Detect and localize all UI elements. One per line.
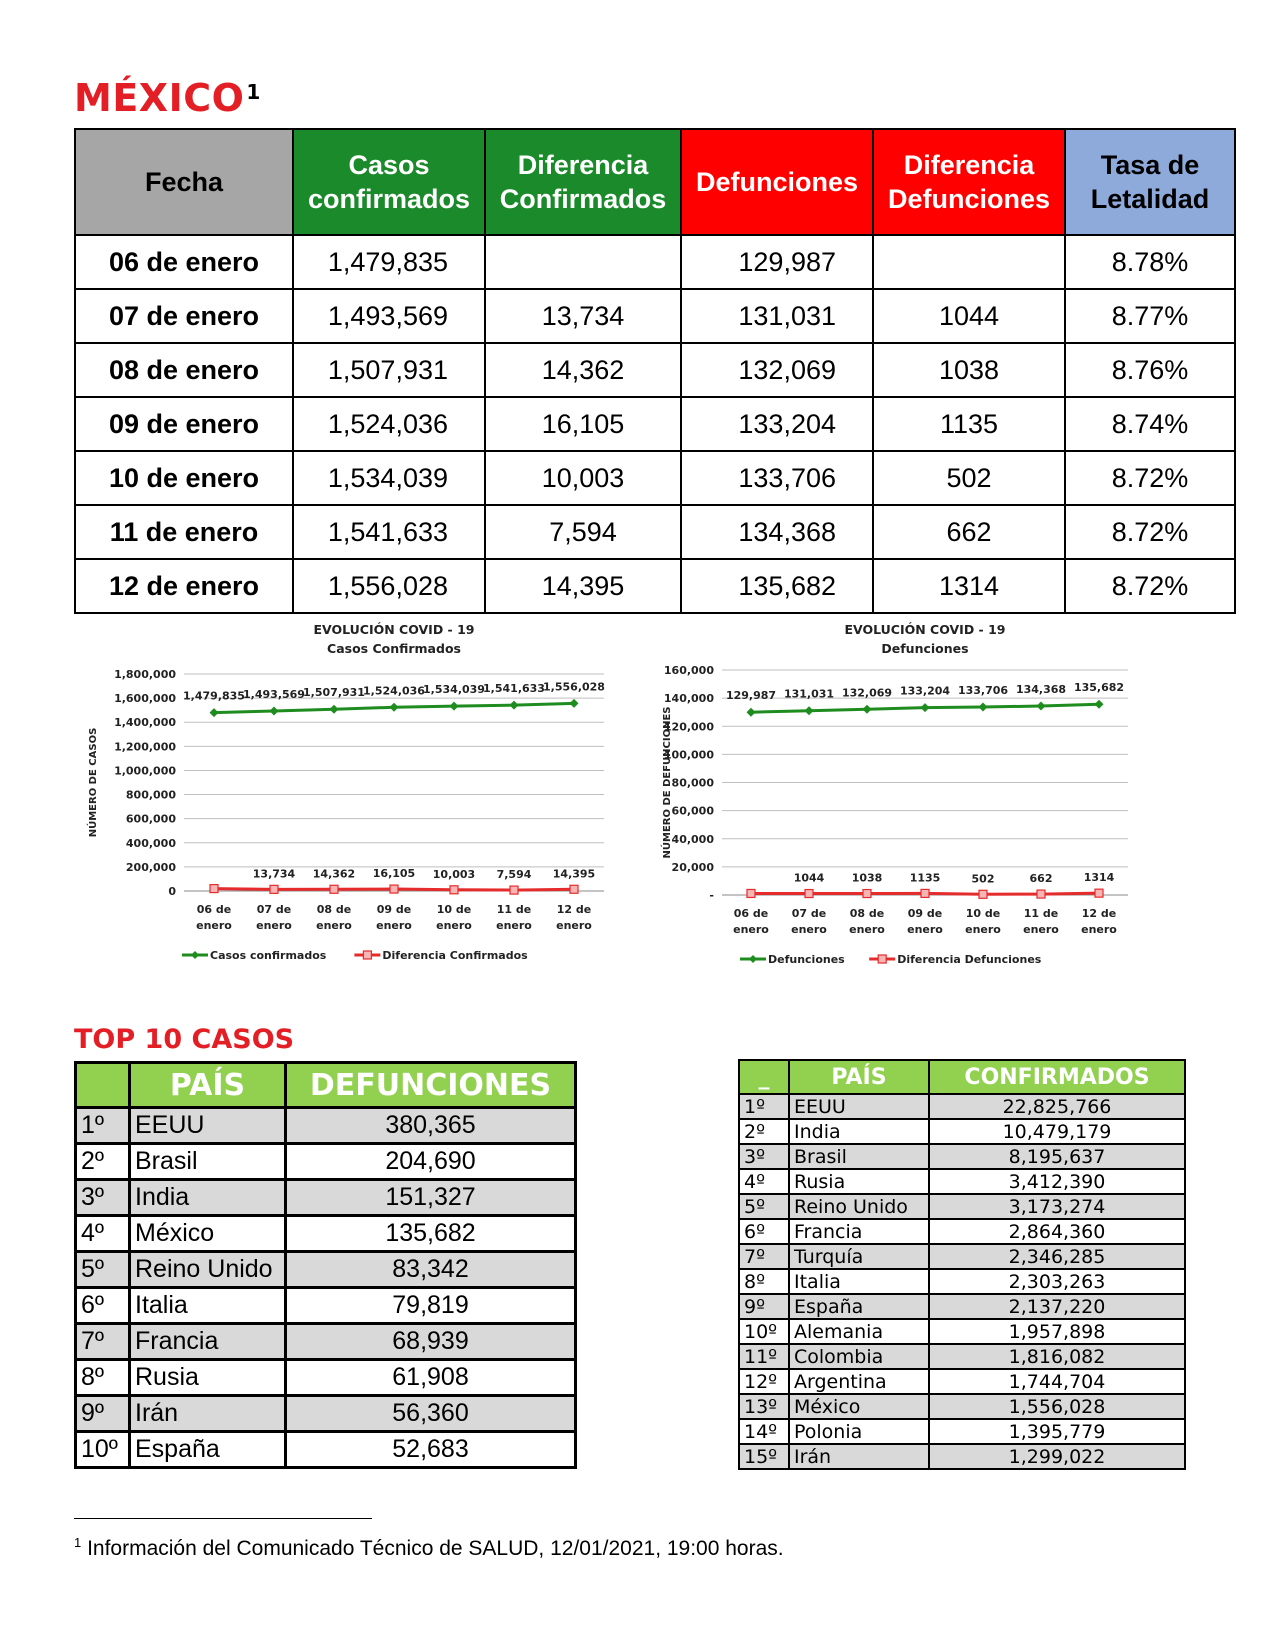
cell-dif-def: 662: [873, 505, 1065, 559]
chart-title: EVOLUCIÓN COVID - 19: [844, 622, 1006, 637]
cell-tasa: 8.77%: [1065, 289, 1235, 343]
x-tick-label: enero: [256, 919, 292, 932]
cell-defunciones: 134,368: [681, 505, 873, 559]
header-defunciones: Defunciones: [681, 129, 873, 235]
cell-valor: 204,690: [286, 1144, 576, 1180]
cell-valor: 2,864,360: [929, 1219, 1185, 1244]
cell-rank: 10º: [739, 1319, 789, 1344]
data-label: 1038: [851, 871, 883, 885]
cell-valor: 52,683: [286, 1432, 576, 1468]
cell-dif-def: [873, 235, 1065, 289]
cell-valor: 1,957,898: [929, 1319, 1185, 1344]
chart-defunciones: [660, 618, 1190, 968]
data-point: [570, 699, 579, 708]
cell-tasa: 8.76%: [1065, 343, 1235, 397]
cell-valor: 2,346,285: [929, 1244, 1185, 1269]
y-tick-label: 120,000: [663, 720, 714, 734]
cell-dif-def: 1044: [873, 289, 1065, 343]
cell-rank: 10º: [76, 1432, 130, 1468]
cell-rank: 3º: [739, 1144, 789, 1169]
header-diferencia-confirmados: Diferencia Confirmados: [485, 129, 681, 235]
data-label: 1044: [793, 871, 825, 885]
cell-fecha: 10 de enero: [75, 451, 293, 505]
table-row: [75, 559, 1235, 613]
cell-pais: Rusia: [789, 1169, 929, 1194]
cell-valor: 1,299,022: [929, 1444, 1185, 1469]
cell-rank: 5º: [739, 1194, 789, 1219]
y-tick-label: 160,000: [663, 664, 714, 677]
header-rank: [76, 1063, 130, 1108]
cell-dif-conf: 14,395: [485, 559, 681, 613]
cell-pais: Irán: [789, 1444, 929, 1469]
cell-rank: 13º: [739, 1394, 789, 1419]
table-row: [76, 1432, 576, 1468]
y-tick-label: 400,000: [125, 836, 176, 850]
x-tick-label: 06 de: [196, 903, 232, 916]
table-row: [76, 1144, 576, 1180]
table-row: [76, 1360, 576, 1396]
table-row: [739, 1169, 1185, 1194]
cell-rank: 5º: [76, 1252, 130, 1288]
table-row: [739, 1094, 1185, 1119]
data-label: 134,368: [1015, 683, 1067, 697]
data-label: 131,031: [783, 687, 835, 701]
x-tick-label: enero: [556, 919, 592, 932]
cell-rank: 8º: [76, 1360, 130, 1396]
cell-pais: India: [789, 1119, 929, 1144]
y-tick-label: 100,000: [663, 748, 714, 762]
table-row: [76, 1396, 576, 1432]
table-row: [739, 1244, 1185, 1269]
x-tick-label: enero: [196, 919, 232, 932]
cell-pais: Brasil: [789, 1144, 929, 1169]
cell-pais: Alemania: [789, 1319, 929, 1344]
cell-rank: 12º: [739, 1369, 789, 1394]
cell-valor: 83,342: [286, 1252, 576, 1288]
cell-pais: México: [130, 1216, 286, 1252]
cell-pais: Polonia: [789, 1419, 929, 1444]
data-label: 1,534,039: [423, 683, 485, 697]
cell-rank: 1º: [76, 1108, 130, 1144]
table-row: [739, 1294, 1185, 1319]
table-row: [739, 1219, 1185, 1244]
data-point: [330, 705, 339, 714]
cell-tasa: 8.72%: [1065, 559, 1235, 613]
data-point: [747, 708, 756, 717]
x-tick-label: enero: [965, 923, 1001, 936]
chart-subtitle: Defunciones: [881, 641, 969, 656]
cell-rank: 14º: [739, 1419, 789, 1444]
y-tick-label: 600,000: [125, 812, 176, 826]
table-row: [739, 1394, 1185, 1419]
cell-pais: EEUU: [789, 1094, 929, 1119]
data-label: 502: [971, 872, 995, 886]
data-point: [747, 889, 755, 897]
data-point: [210, 708, 219, 717]
cell-valor: 2,303,263: [929, 1269, 1185, 1294]
x-tick-label: 11 de: [1023, 907, 1059, 920]
cell-pais: Argentina: [789, 1369, 929, 1394]
y-tick-label: 0: [168, 885, 176, 898]
data-label: 132,069: [841, 686, 893, 700]
data-label: 14,395: [552, 867, 596, 881]
legend-marker: [878, 955, 886, 963]
header-pais: PAÍS: [789, 1060, 929, 1094]
x-tick-label: 07 de: [256, 903, 292, 916]
cell-dif-conf: 16,105: [485, 397, 681, 451]
x-tick-label: 06 de: [733, 907, 769, 920]
y-axis-label: NÚMERO DE DEFUNCIONES: [662, 706, 673, 859]
data-label: 1,493,569: [243, 687, 305, 701]
cell-valor: 1,816,082: [929, 1344, 1185, 1369]
footnote-mark: 1: [246, 80, 261, 104]
header-pais: PAÍS: [130, 1063, 286, 1108]
cell-pais: Brasil: [130, 1144, 286, 1180]
data-point: [390, 885, 398, 893]
cell-rank: 3º: [76, 1180, 130, 1216]
x-tick-label: 09 de: [376, 903, 412, 916]
cell-valor: 10,479,179: [929, 1119, 1185, 1144]
cell-dif-conf: 13,734: [485, 289, 681, 343]
x-tick-label: enero: [436, 919, 472, 932]
data-label: 16,105: [372, 867, 416, 881]
data-label: 1,541,633: [483, 682, 545, 696]
cell-casos: 1,524,036: [293, 397, 485, 451]
header-fecha: Fecha: [75, 129, 293, 235]
cell-rank: 2º: [76, 1144, 130, 1180]
x-tick-label: 08 de: [849, 907, 885, 920]
cell-pais: Francia: [130, 1324, 286, 1360]
legend-label: Casos confirmados: [210, 949, 327, 962]
data-point: [270, 885, 278, 893]
y-tick-label: 1,200,000: [114, 740, 176, 754]
table-row: [76, 1252, 576, 1288]
data-point: [1095, 889, 1103, 897]
y-tick-label: 200,000: [125, 860, 176, 874]
data-label: 1135: [909, 871, 941, 885]
x-tick-label: 12 de: [1081, 907, 1117, 920]
y-tick-label: 1,400,000: [114, 716, 176, 730]
cell-dif-def: 1135: [873, 397, 1065, 451]
legend-marker: [749, 955, 757, 963]
cell-defunciones: 135,682: [681, 559, 873, 613]
table-header-row: [739, 1060, 1185, 1094]
data-point: [570, 885, 578, 893]
table-row: [75, 397, 1235, 451]
cell-rank: 4º: [739, 1169, 789, 1194]
cell-valor: 3,173,274: [929, 1194, 1185, 1219]
cell-dif-conf: 7,594: [485, 505, 681, 559]
data-point: [863, 705, 872, 714]
table-row: [76, 1108, 576, 1144]
data-point: [270, 706, 279, 715]
y-tick-label: 20,000: [671, 860, 714, 874]
cell-defunciones: 129,987: [681, 235, 873, 289]
data-point: [450, 886, 458, 894]
data-point: [510, 701, 519, 710]
cell-pais: Rusia: [130, 1360, 286, 1396]
data-label: 1,524,036: [363, 684, 425, 698]
cell-valor: 1,556,028: [929, 1394, 1185, 1419]
table-row: [739, 1369, 1185, 1394]
y-tick-label: -: [709, 889, 714, 902]
x-tick-label: enero: [1081, 923, 1117, 936]
cell-fecha: 12 de enero: [75, 559, 293, 613]
y-tick-label: 800,000: [125, 788, 176, 802]
legend-label: Defunciones: [768, 953, 845, 966]
data-point: [330, 885, 338, 893]
cell-dif-def: 1038: [873, 343, 1065, 397]
x-tick-label: 08 de: [316, 903, 352, 916]
cell-dif-def: 502: [873, 451, 1065, 505]
cell-valor: 1,744,704: [929, 1369, 1185, 1394]
cell-valor: 22,825,766: [929, 1094, 1185, 1119]
x-tick-label: 07 de: [791, 907, 827, 920]
cell-fecha: 09 de enero: [75, 397, 293, 451]
x-tick-label: 11 de: [496, 903, 532, 916]
x-tick-label: 12 de: [556, 903, 592, 916]
top10-deaths-table: [74, 1061, 577, 1469]
data-point: [921, 703, 930, 712]
cell-casos: 1,507,931: [293, 343, 485, 397]
table-row: [75, 343, 1235, 397]
cell-dif-conf: [485, 235, 681, 289]
header-defunciones: DEFUNCIONES: [286, 1063, 576, 1108]
cell-pais: Italia: [130, 1288, 286, 1324]
header-confirmados: CONFIRMADOS: [929, 1060, 1185, 1094]
legend-marker: [363, 951, 371, 959]
data-point: [210, 885, 218, 893]
x-tick-label: 10 de: [965, 907, 1001, 920]
data-label: 14,362: [312, 867, 356, 881]
cell-tasa: 8.72%: [1065, 505, 1235, 559]
y-tick-label: 1,000,000: [114, 764, 176, 778]
table-row: [76, 1288, 576, 1324]
data-point: [390, 703, 399, 712]
legend-marker: [191, 951, 199, 959]
data-label: 135,682: [1073, 681, 1125, 695]
table-row: [75, 289, 1235, 343]
cell-defunciones: 131,031: [681, 289, 873, 343]
cell-valor: 61,908: [286, 1360, 576, 1396]
data-label: 662: [1029, 872, 1053, 886]
x-tick-label: 10 de: [436, 903, 472, 916]
data-point: [1095, 700, 1104, 709]
cell-pais: Irán: [130, 1396, 286, 1432]
table-row: [75, 451, 1235, 505]
mexico-daily-table: [74, 128, 1236, 614]
chart-title: EVOLUCIÓN COVID - 19: [313, 622, 475, 637]
cell-casos: 1,541,633: [293, 505, 485, 559]
data-label: 133,204: [899, 684, 951, 698]
cell-valor: 380,365: [286, 1108, 576, 1144]
cell-valor: 79,819: [286, 1288, 576, 1324]
data-label: 10,003: [432, 867, 476, 881]
chart-casos-confirmados: [84, 618, 624, 968]
cell-fecha: 06 de enero: [75, 235, 293, 289]
table-row: [76, 1216, 576, 1252]
cell-tasa: 8.74%: [1065, 397, 1235, 451]
footnote: $^1$ Información del Comunicado Técnico de SALUD, 12/01/2021, 19:00 horas.: [74, 1535, 784, 1560]
data-label: 129,987: [725, 689, 777, 703]
header-rank: _: [739, 1060, 789, 1094]
table-row: [739, 1269, 1185, 1294]
x-tick-label: enero: [376, 919, 412, 932]
data-point: [510, 886, 518, 894]
table-row: [739, 1119, 1185, 1144]
x-tick-label: enero: [316, 919, 352, 932]
data-point: [979, 890, 987, 898]
legend-label: Diferencia Defunciones: [897, 953, 1042, 966]
data-point: [805, 706, 814, 715]
x-tick-label: enero: [496, 919, 532, 932]
cell-rank: 9º: [739, 1294, 789, 1319]
table-row: [739, 1419, 1185, 1444]
x-tick-label: 09 de: [907, 907, 943, 920]
cell-defunciones: 133,204: [681, 397, 873, 451]
cell-valor: 68,939: [286, 1324, 576, 1360]
x-tick-label: enero: [733, 923, 769, 936]
cell-tasa: 8.78%: [1065, 235, 1235, 289]
y-tick-label: 60,000: [671, 804, 714, 818]
cell-valor: 135,682: [286, 1216, 576, 1252]
header-tasa-letalidad: Tasa de Letalidad: [1065, 129, 1235, 235]
table-row: [75, 505, 1235, 559]
cell-pais: México: [789, 1394, 929, 1419]
cell-valor: 151,327: [286, 1180, 576, 1216]
cell-casos: 1,556,028: [293, 559, 485, 613]
data-point: [1037, 890, 1045, 898]
cell-rank: 7º: [739, 1244, 789, 1269]
cell-valor: 8,195,637: [929, 1144, 1185, 1169]
cell-defunciones: 133,706: [681, 451, 873, 505]
cell-rank: 1º: [739, 1094, 789, 1119]
cell-pais: España: [130, 1432, 286, 1468]
cell-valor: 3,412,390: [929, 1169, 1185, 1194]
page-title: MÉXICO $^1$: [74, 76, 261, 120]
y-tick-label: 140,000: [663, 692, 714, 706]
y-tick-label: 1,800,000: [114, 668, 176, 681]
cell-dif-def: 1314: [873, 559, 1065, 613]
data-point: [1037, 702, 1046, 711]
table-header-row: [75, 129, 1235, 235]
data-point: [450, 702, 459, 711]
cell-rank: 4º: [76, 1216, 130, 1252]
data-label: 1,507,931: [303, 686, 365, 700]
data-label: 1,479,835: [183, 689, 245, 703]
cell-pais: Reino Unido: [130, 1252, 286, 1288]
data-label: 133,706: [957, 683, 1009, 697]
cell-pais: Colombia: [789, 1344, 929, 1369]
cell-valor: 2,137,220: [929, 1294, 1185, 1319]
y-tick-label: 1,600,000: [114, 692, 176, 706]
cell-pais: Reino Unido: [789, 1194, 929, 1219]
data-label: 1314: [1083, 871, 1115, 885]
data-point: [979, 702, 988, 711]
cell-rank: 7º: [76, 1324, 130, 1360]
footnote-divider: [74, 1518, 372, 1519]
table-header-row: [76, 1063, 576, 1108]
cell-tasa: 8.72%: [1065, 451, 1235, 505]
cell-casos: 1,493,569: [293, 289, 485, 343]
cell-pais: Francia: [789, 1219, 929, 1244]
data-label: 1,556,028: [543, 680, 605, 694]
cell-pais: Turquía: [789, 1244, 929, 1269]
chart-subtitle: Casos Confirmados: [327, 641, 461, 656]
cell-casos: 1,534,039: [293, 451, 485, 505]
data-point: [863, 890, 871, 898]
cell-rank: 9º: [76, 1396, 130, 1432]
data-label: 7,594: [496, 868, 532, 882]
cell-valor: 56,360: [286, 1396, 576, 1432]
top15-confirmed-table: [738, 1059, 1186, 1470]
data-point: [921, 889, 929, 897]
cell-rank: 15º: [739, 1444, 789, 1469]
table-row: [75, 235, 1235, 289]
cell-fecha: 11 de enero: [75, 505, 293, 559]
table-row: [739, 1194, 1185, 1219]
cell-valor: 1,395,779: [929, 1419, 1185, 1444]
y-axis-label: NÚMERO DE CASOS: [88, 727, 99, 838]
table-row: [76, 1180, 576, 1216]
y-tick-label: 80,000: [671, 776, 714, 790]
cell-pais: España: [789, 1294, 929, 1319]
cell-rank: 6º: [739, 1219, 789, 1244]
cell-fecha: 07 de enero: [75, 289, 293, 343]
data-point: [805, 890, 813, 898]
x-tick-label: enero: [1023, 923, 1059, 936]
y-tick-label: 40,000: [671, 832, 714, 846]
x-tick-label: enero: [791, 923, 827, 936]
cell-rank: 2º: [739, 1119, 789, 1144]
cell-fecha: 08 de enero: [75, 343, 293, 397]
header-casos-confirmados: Casos confirmados: [293, 129, 485, 235]
table-row: [739, 1344, 1185, 1369]
table-row: [739, 1319, 1185, 1344]
top10-title: TOP 10 CASOS: [74, 1024, 295, 1055]
cell-rank: 6º: [76, 1288, 130, 1324]
cell-dif-conf: 14,362: [485, 343, 681, 397]
cell-rank: 11º: [739, 1344, 789, 1369]
x-tick-label: enero: [907, 923, 943, 936]
table-row: [739, 1144, 1185, 1169]
cell-defunciones: 132,069: [681, 343, 873, 397]
cell-pais: Italia: [789, 1269, 929, 1294]
data-label: 13,734: [252, 867, 296, 881]
table-row: [76, 1324, 576, 1360]
legend-label: Diferencia Confirmados: [382, 949, 528, 962]
table-row: [739, 1444, 1185, 1469]
cell-pais: India: [130, 1180, 286, 1216]
x-tick-label: enero: [849, 923, 885, 936]
cell-dif-conf: 10,003: [485, 451, 681, 505]
header-diferencia-defunciones: Diferencia Defunciones: [873, 129, 1065, 235]
cell-pais: EEUU: [130, 1108, 286, 1144]
cell-rank: 8º: [739, 1269, 789, 1294]
cell-casos: 1,479,835: [293, 235, 485, 289]
